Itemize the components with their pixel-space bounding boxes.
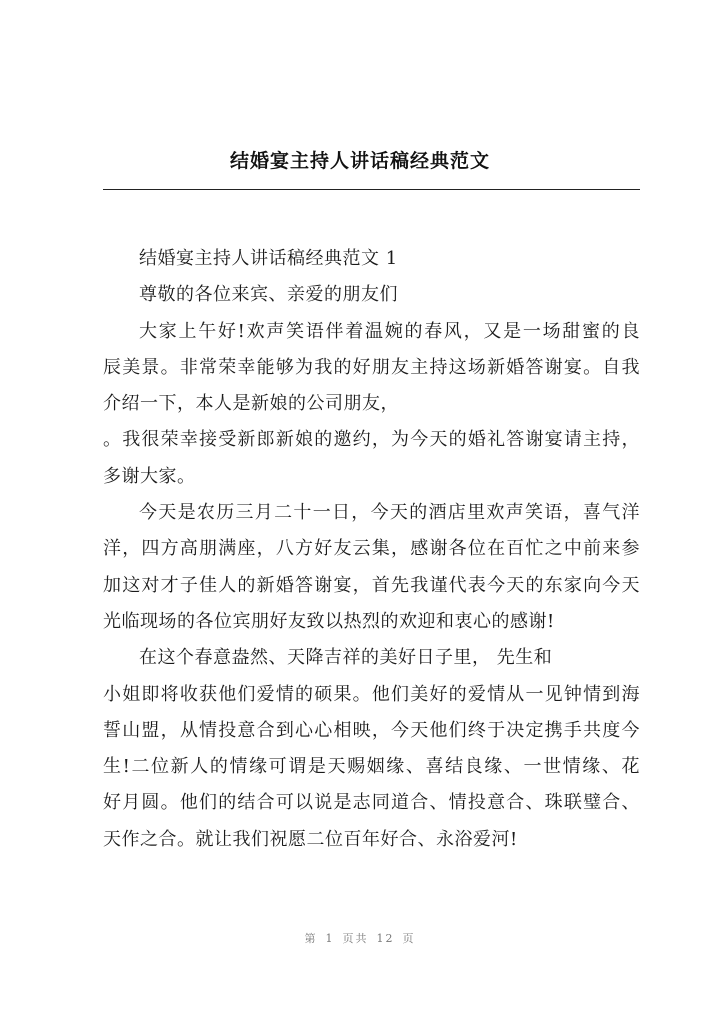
page-title: 结婚宴主持人讲话稿经典范文 <box>229 150 490 172</box>
text-line: 誓山盟，从情投意合到心心相映，今天他们终于决定携手共度今 <box>103 719 640 741</box>
page-footer <box>0 930 720 946</box>
text-line: 好月圆。他们的结合可以说是志同道合、情投意合、珠联璧合、 <box>103 792 640 814</box>
footer-suffix: 页 <box>402 932 416 945</box>
text-line: 光临现场的各位宾朋好友致以热烈的欢迎和衷心的感谢! <box>103 610 555 632</box>
text-line: 小姐即将收获他们爱情的硕果。他们美好的爱情从一见钟情到海 <box>103 683 640 705</box>
text-line: 大家上午好!欢声笑语伴着温婉的春风，又是一场甜蜜的良 <box>139 320 640 342</box>
text-line: 在这个春意盎然、天降吉祥的美好日子里， 先生和 <box>139 647 553 669</box>
text-line: 结婚宴主持人讲话稿经典范文 1 <box>139 248 398 269</box>
text-line: 。我很荣幸接受新郎新娘的邀约，为今天的婚礼答谢宴请主持， <box>103 429 640 451</box>
total-pages-number: 12 <box>376 932 395 945</box>
text-line: 辰美景。非常荣幸能够为我的好朋友主持这场新婚答谢宴。自我 <box>103 356 640 378</box>
text-line: 天作之合。就让我们祝愿二位百年好合、永浴爱河! <box>103 828 518 850</box>
title-divider <box>103 189 640 190</box>
footer-prefix: 第 <box>304 932 318 945</box>
footer-middle: 页共 <box>342 932 369 945</box>
document-body <box>103 241 640 858</box>
text-line: 洋，四方高朋满座，八方好友云集，感谢各位在百忙之中前来参 <box>103 538 640 560</box>
current-page-number: 1 <box>325 932 335 945</box>
text-line: 生!二位新人的情缘可谓是天赐姻缘、喜结良缘、一世情缘、花 <box>103 756 640 778</box>
text-line: 尊敬的各位来宾、亲爱的朋友们 <box>139 284 398 306</box>
text-line: 今天是农历三月二十一日，今天的酒店里欢声笑语，喜气洋 <box>139 502 640 524</box>
text-line: 介绍一下，本人是新娘的公司朋友， <box>103 393 399 415</box>
text-line: 加这对才子佳人的新婚答谢宴，首先我谨代表今天的东家向今天 <box>103 574 640 596</box>
text-line: 多谢大家。 <box>103 465 196 487</box>
